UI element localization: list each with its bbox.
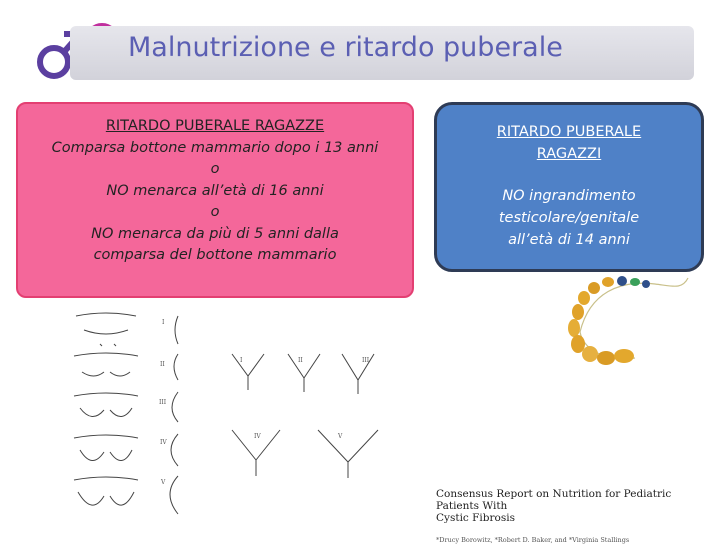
boys-heading: RITARDO PUBERALE (496, 124, 642, 140)
girls-line: NO menarca da più di 5 anni dalla (91, 225, 339, 242)
tanner-stage-label: II (160, 361, 165, 368)
boys-line: all’età di 14 anni (508, 232, 630, 248)
girls-line: Comparsa bottone mammario dopo i 13 anni (51, 139, 379, 156)
tanner-stage-label: I (162, 319, 165, 326)
girls-line: NO menarca all’età di 16 anni (106, 182, 324, 199)
boys-delayed-puberty-box (434, 102, 704, 272)
girls-heading: RITARDO PUBERALE RAGAZZE (105, 118, 325, 134)
reference-title: Consensus Report on Nutrition for Pediatric Patients With (436, 488, 672, 512)
tanner-stages-illustration (66, 310, 386, 528)
girls-line: o (210, 204, 220, 220)
slide-title: Malnutrizione e ritardo puberale (128, 32, 563, 63)
reference-authors: *Drucy Borowitz, *Robert D. Baker, and *Virginia Stallings (436, 536, 630, 544)
tanner-stage-label: III (159, 399, 167, 406)
tanner-stage-label: IV (254, 433, 261, 440)
tanner-stage-label: I (240, 357, 243, 364)
tanner-stage-label: IV (160, 439, 167, 446)
boys-line: NO ingrandimento (502, 188, 636, 204)
girls-line: comparsa del bottone mammario (93, 247, 337, 263)
tanner-stage-label: II (298, 357, 303, 364)
boys-line: testicolare/genitale (498, 210, 640, 226)
reference-citation (436, 488, 716, 544)
tanner-stage-label: III (362, 357, 370, 364)
tanner-stage-label: V (338, 433, 343, 440)
reference-title: Cystic Fibrosis (436, 512, 515, 524)
girls-line: o (210, 161, 220, 177)
girls-delayed-puberty-box (16, 102, 414, 298)
orchidometer-image (560, 272, 696, 366)
tanner-stage-label: V (161, 479, 166, 486)
boys-heading: RAGAZZI (536, 146, 602, 162)
